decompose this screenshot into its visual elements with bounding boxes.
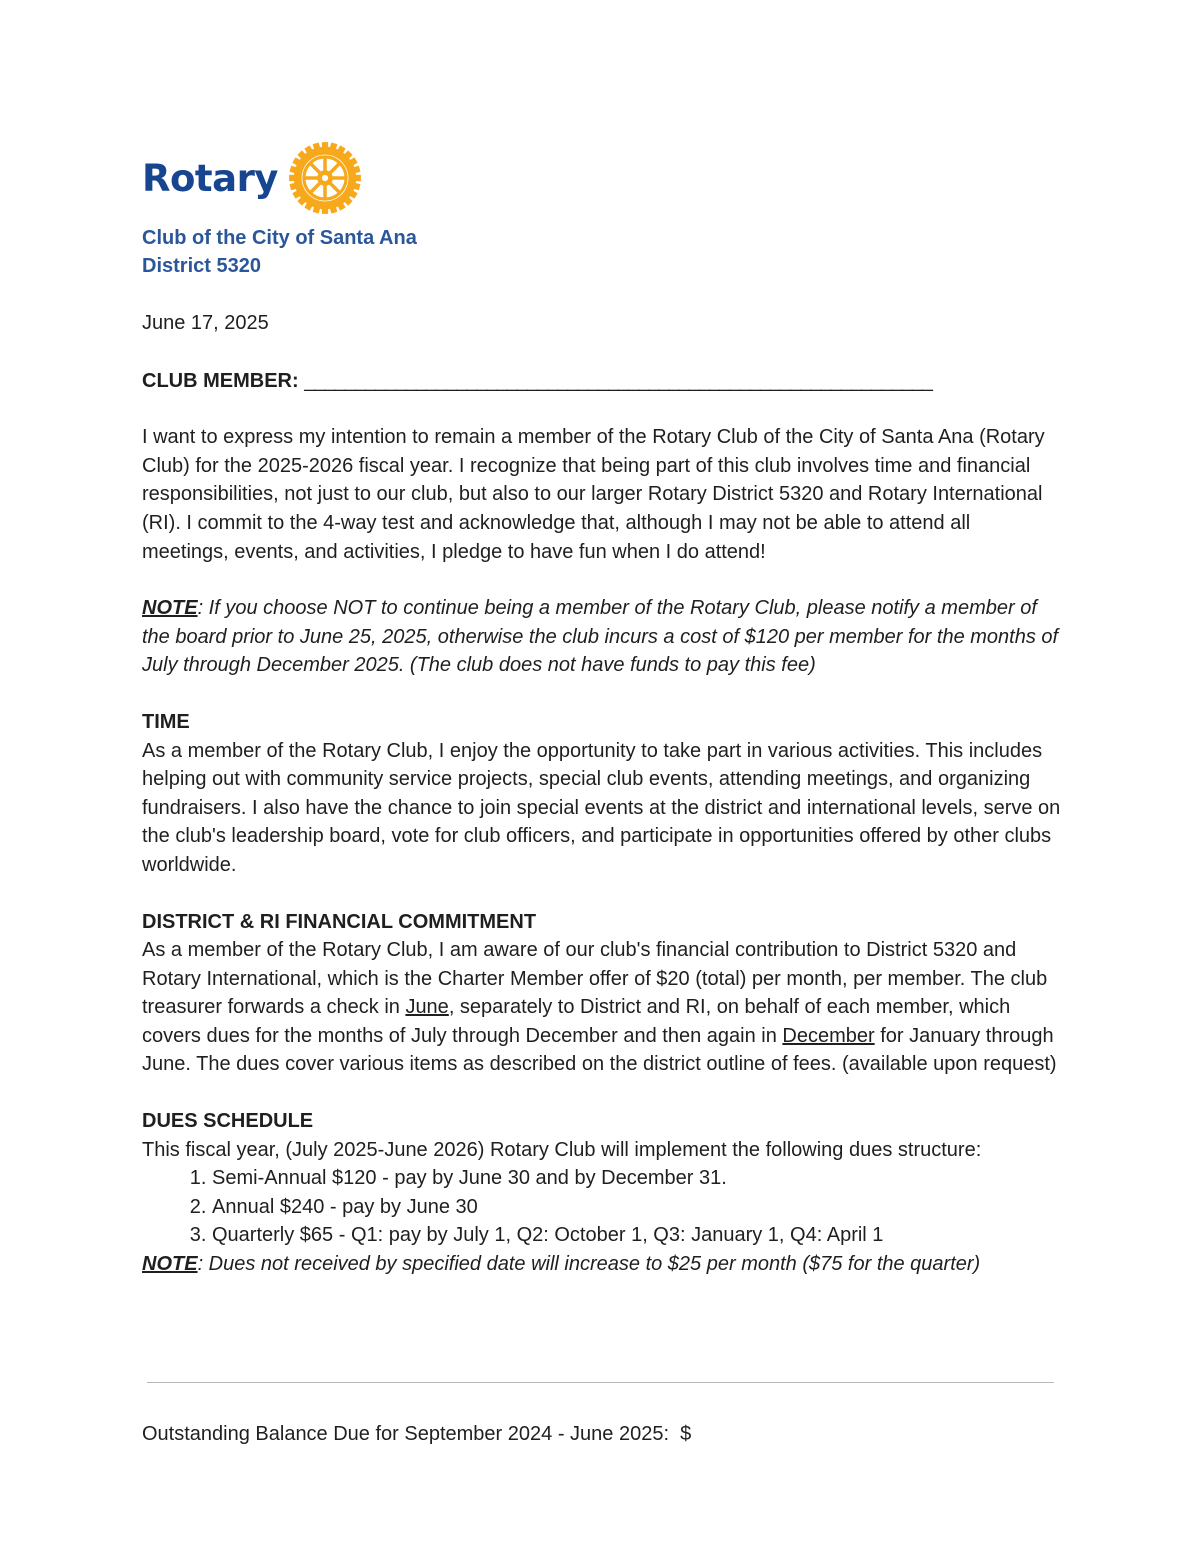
dues-heading: DUES SCHEDULE — [142, 1110, 314, 1133]
dues-note-label: NOTE — [142, 1253, 198, 1276]
financial-text-part: , separately to District and RI, on behalf of each member, which covers dues for the months of July through December and then again in — [142, 996, 1011, 1047]
rotary-logo — [142, 138, 1062, 218]
december-link[interactable]: December — [782, 1024, 875, 1047]
dues-note-text: : Dues not received by specified date will increase to $25 per month ($75 for the quarter) — [197, 1253, 981, 1276]
logo-wordmark: Rotary — [142, 156, 278, 200]
dues-list — [142, 1164, 1062, 1250]
time-text: As a member of the Rotary Club, I enjoy the opportunity to take part in various activities. This includes helping out with community service projects, special club events, attending meetings, and organizing fundraisers. I also have the chance to join special events at the district and international levels, serve on the club's leadership board, vote for club officers, and participate in opportunities offered by other clubs worldwide. — [142, 739, 1061, 876]
time-section — [142, 708, 1062, 880]
dues-section — [142, 1107, 1062, 1279]
letter — [142, 138, 1062, 1279]
dues-list-item: 1. Semi-Annual $120 - pay by June 30 and by December 31. — [212, 1164, 1062, 1193]
club-member-blank: ______________________________________________________________ — [304, 369, 932, 392]
financial-text-part: As a member of the Rotary Club, I am aware of our club's financial contribution to District 5320 and Rotary International, which is the Charter Member offer of $20 (total) per month, per member. The club treasurer forwards a check in — [142, 939, 1048, 1019]
dues-intro: This fiscal year, (July 2025-June 2026) Rotary Club will implement the following dues structure: — [142, 1138, 982, 1161]
club-district: District 5320 — [142, 255, 261, 277]
club-member-field — [142, 367, 1062, 396]
horizontal-divider — [147, 1382, 1054, 1383]
note-paragraph — [142, 594, 1062, 680]
note-text: : If you choose NOT to continue being a member of the Rotary Club, please notify a member of the board prior to June 25, 2025, otherwise the club incurs a cost of $120 per member for the months of July through December 2025. (The club does not have funds to pay this fee) — [142, 597, 1059, 677]
time-heading: TIME — [142, 710, 190, 733]
financial-text-part: for January through June. The dues cover various items as described on the district outline of fees. (available upon request) — [142, 1024, 1057, 1076]
dues-note — [142, 1250, 1062, 1279]
letter-date: June 17, 2025 — [142, 312, 269, 334]
dues-list-item: 2. Annual $240 - pay by June 30 — [212, 1193, 1062, 1222]
dues-list-item: 3. Quarterly $65 - Q1: pay by July 1, Q2: October 1, Q3: January 1, Q4: April 1 — [212, 1221, 1062, 1250]
intro-paragraph: I want to express my intention to remain a member of the Rotary Club of the City of Santa Ana (Rotary Club) for the 2025-2026 fiscal year. I recognize that being part of this club involves time and financial responsibilities, not just to our club, but also to our larger Rotary District 5320 and Rotary International (RI). I commit to the 4-way test and acknowledge that, although I may not be able to attend all meetings, events, and activities, I pledge to have fun when I do attend! — [142, 426, 1045, 563]
financial-text — [142, 936, 1062, 1079]
club-name: Club of the City of Santa Ana — [142, 227, 417, 249]
financial-section — [142, 908, 1062, 1080]
june-link[interactable]: June — [405, 996, 449, 1019]
financial-heading: DISTRICT & RI FINANCIAL COMMITMENT — [142, 910, 537, 933]
outstanding-balance: Outstanding Balance Due for September 2024 - June 2025: $ — [142, 1423, 692, 1445]
note-label: NOTE — [142, 597, 198, 620]
rotary-wheel-icon — [286, 139, 364, 217]
club-member-label: CLUB MEMBER: — [142, 369, 299, 392]
